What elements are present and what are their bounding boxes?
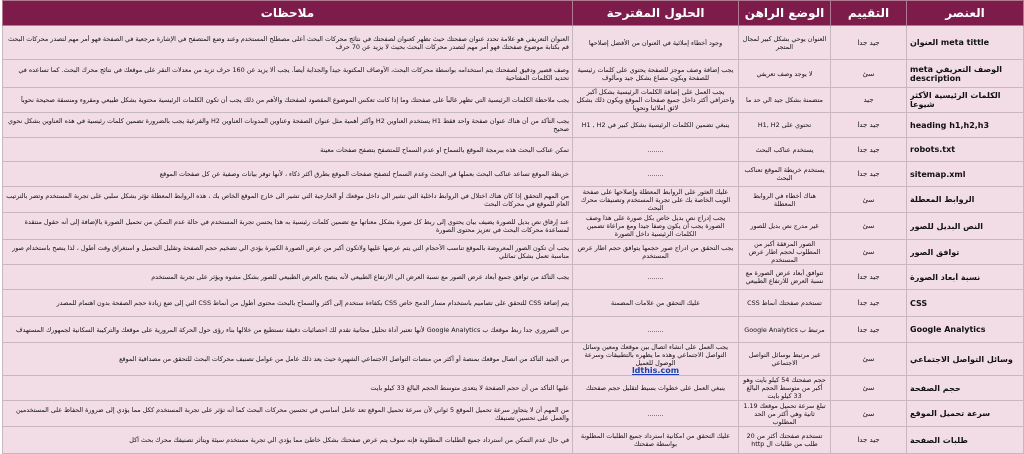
rating-cell[interactable] <box>831 26 907 60</box>
element-cell[interactable] <box>907 265 1024 290</box>
current-status-cell[interactable] <box>739 162 831 187</box>
current-status-cell-text: مرتبط ب Google Analytics <box>744 325 825 334</box>
notes-cell-text: يجب ملاحظة الكلمات الرئيسية التي تظهر غالباً على صفحتك وما إذا كانت تعكس الموضوع المقصود لصفحتك والأهم من ذلك يجب أن تكون الكلمات الرئيسية محتوية بشكل طبيعي ومقروء ومنسقة صحيحة نحوياً <box>20 96 569 104</box>
notes-cell-text: يتم إضافة CSS للتحقق على تصاميم باستخدام مسار الدمج خاص CSS بكفاءة ستخدم إلى أكثر والسماح بالبحث محتوى أطول من أنماط CSS التي إلى ضع زيادة حجم الصفحة بدون اهتمام للمصدر <box>56 299 569 307</box>
table-row <box>3 401 1024 427</box>
rating-cell-text: جيد جدا <box>857 38 880 47</box>
notes-cell-text: وصف قصير ودقيق لصفحتك يتم استخدامه بواسطة محركات البحث، الأوصاف المكتوبة جيداً والجذابة أيضاً. يجب ألا يزيد عن 160 حرف تزيد من معدلات النقر على موقعك في نتائج محرك البحث. كما تساعده في تحديد الكلمات المفتاحية <box>18 65 569 82</box>
solution-cell[interactable] <box>573 88 739 113</box>
table-row <box>3 427 1024 454</box>
rating-cell-text: سئ <box>862 409 875 418</box>
solution-cell-text: ينبغي تضمين الكلمات الرئيسية بشكل كبير في H1 , H2 <box>581 121 730 129</box>
notes-cell-text: في حال عدم التمكن من استرداد جميع الطلبات المطلوبة فإنه سوف يتم عرض صفحتك بشكل خاطئ مما يؤدي الي تجربة مستخدم سيئة ويتأثر تصنيفك محرك بحث أكل <box>129 436 569 444</box>
solution-cell[interactable] <box>573 376 739 401</box>
current-status-cell[interactable] <box>739 138 831 162</box>
notes-cell[interactable] <box>3 290 573 317</box>
rating-cell-text: سئ <box>862 195 875 204</box>
current-status-cell[interactable] <box>739 265 831 290</box>
element-cell-text: Google Analytics <box>910 325 986 334</box>
element-cell[interactable] <box>907 213 1024 240</box>
element-cell-text: الكلمات الرئيسية الأكثر شيوعا <box>910 91 1001 109</box>
solution-cell-text: يجب إدراج نص بديل خاص بكل صورة على هذا وصف الصورة يجب أن يكون وصفا جيدا ومع مراعاة تضمين الكلمات الرئيسية داخل الصورة <box>585 214 726 238</box>
table-row <box>3 213 1024 240</box>
rating-cell[interactable] <box>831 401 907 427</box>
element-cell-text: meta tittle العنوان <box>910 38 990 47</box>
solution-cell[interactable] <box>573 240 739 265</box>
current-status-cell[interactable] <box>739 317 831 343</box>
rating-cell[interactable] <box>831 162 907 187</box>
current-status-cell-text: متضمنة بشكل جيد الي حد ما <box>746 96 823 104</box>
rating-cell-text: سئ <box>862 222 875 230</box>
current-status-cell-text: لا يوجد وصف تعريفي <box>756 69 813 78</box>
solution-cell[interactable] <box>573 401 739 427</box>
element-cell-text: طلبات الصفحة <box>910 435 968 445</box>
element-cell-text: حجم الصفحة <box>910 383 961 393</box>
solution-cell-text: يجب إضافة وصف موجز للصفحة يحتوي على كلمات رئيسية للصفحة ويكون مصاغ بشكل جيد ومألوف <box>577 65 734 82</box>
table-row <box>3 240 1024 265</box>
rating-cell[interactable] <box>831 290 907 317</box>
solution-cell-text: عليك العثور على الروابط المعطلة وإصلاحها على صفحة الويب الخاصة بك على تجربة المستخدم وتصنيفات محرك البحث <box>580 187 731 212</box>
rating-cell[interactable] <box>831 317 907 343</box>
notes-cell[interactable] <box>3 138 573 162</box>
current-status-cell[interactable] <box>739 427 831 454</box>
table-row <box>3 343 1024 376</box>
notes-cell[interactable] <box>3 401 573 427</box>
element-cell[interactable] <box>907 240 1024 265</box>
solution-cell[interactable] <box>573 317 739 343</box>
solution-cell[interactable] <box>573 290 739 317</box>
table-row <box>3 187 1024 213</box>
rating-cell-text: سئ <box>862 69 875 78</box>
current-status-cell[interactable] <box>739 401 831 427</box>
table-row <box>3 26 1024 60</box>
table-row <box>3 60 1024 88</box>
current-status-cell-text: العنوان يوحي بشكل كبير لمجال المتجر <box>742 34 827 51</box>
current-status-cell-text: غير مرتبط بوسائل التواصل الاجتماعي <box>748 351 821 367</box>
rating-cell[interactable] <box>831 213 907 240</box>
solution-cell[interactable] <box>573 26 739 60</box>
solution-cell-text: يجب التحقق من ادراج صور حجمها يتوافق حجم اطار عرض المستخدم <box>577 244 734 260</box>
element-cell[interactable] <box>907 376 1024 401</box>
element-cell-text: وسائل التواصل الاجتماعي <box>910 354 1013 364</box>
notes-cell[interactable] <box>3 317 573 343</box>
current-status-cell-text: يستخدم خريطة الموقع تعناكب البحث <box>744 166 825 182</box>
notes-cell-text: يجب أن تكون الصور المعروضة بالموقع تناسب الأحجام التي يتم عرضها عليها ولاتكون أكبر من عرض الصورة الكبيرة يؤدي الي تضخيم حجم الصفحة وتقليل التحميل و استغراق وقت أطول ، لذا ينصح باستخدام صور مناسبة تعمل بشكل تماثلي <box>12 244 569 260</box>
rating-cell-text: سئ <box>862 355 875 363</box>
notes-cell[interactable] <box>3 343 573 376</box>
solution-cell-text: يجب العمل على انشاء اتصال بين موقعك ومعين وسائل التواصل الاجتماعي وهذه ما يظهره بالتطبيقات وسرعة الوصول للعميل <box>582 343 729 367</box>
current-status-cell-text: غير مدرج نص بديل للصور <box>750 222 819 230</box>
table-row <box>3 376 1024 401</box>
notes-cell-text: يجب التأكد من أن هناك عنوان صفحة واحد فقط H1 يستخدم العناوين H2 وأكثر أهمية مثل عنوان الصفحة وعناوين المدونات العناوين H2 والفرعية يجب بالضرورة تضمين كلمات رئيسية في هذه العناوين بشكل نحوي صحيح <box>8 117 569 133</box>
solution-cell-text: عليك التحقق من امكانية استرداد جميع الطلبات المطلوبة بواسطة صفحتك <box>580 432 731 448</box>
element-cell[interactable] <box>907 401 1024 427</box>
current-status-cell-text: تستخدم صفحتك أنماط CSS <box>747 299 822 307</box>
rating-cell[interactable] <box>831 376 907 401</box>
element-cell[interactable] <box>907 113 1024 138</box>
notes-cell-text: خريطة الموقع تساعد عناكب البحث بعملها في البحث وعدم السماح لتصفح صفحات الموقع بطرق أكثر ذكاء ، لأنها توفر بيانات وصفية عن كل صفحات الموقع <box>159 170 569 178</box>
solution-cell[interactable] <box>573 162 739 187</box>
element-cell[interactable] <box>907 343 1024 376</box>
solution-cell-text: يجب العمل على إضافة الكلمات الرئيسية بشكل أكبر واحترافي أكثر داخل جميع صفحات الموقع ويكون ذلك بشكل لائق املائيا ونحويا <box>576 88 735 112</box>
table-row <box>3 88 1024 113</box>
current-status-cell-text: تبلغ سرعة تحميل موقعك 1.19 ثانية وهي أكثر من الحد المطلوب <box>743 401 826 426</box>
notes-cell[interactable] <box>3 162 573 187</box>
notes-cell[interactable] <box>3 88 573 113</box>
notes-cell[interactable] <box>3 60 573 88</box>
table-row <box>3 138 1024 162</box>
rating-cell-text: جيد جدا <box>857 121 880 129</box>
notes-cell-text: تمكن عناكب البحث هذه ببرمجة الموقع بالسماح او عدم السماح للمتصفح بتصفح صفحات معينة <box>320 145 569 154</box>
notes-cell-text: عند إرفاق نص بديل للصورة يضيف بيان يحتوي إلى ربط كل صورة بشكل معناتها مع تضمين كلمات رئيسية به هذا يحسن تجربة المستخدم في حالة عدم التمكن من تحميل الصورة بالإضافة إلى أنه حقول منتقدة لمساعدة محركات البحث في تعزيز محتوى الصورة <box>24 218 569 234</box>
rating-cell[interactable] <box>831 240 907 265</box>
header-notes[interactable]: ملاحظات <box>3 1 573 26</box>
current-status-cell[interactable] <box>739 240 831 265</box>
element-cell[interactable] <box>907 60 1024 88</box>
solution-cell[interactable] <box>573 265 739 290</box>
rating-cell-text: جيد جدا <box>857 145 880 154</box>
notes-cell[interactable] <box>3 427 573 454</box>
notes-cell-text: من الضروري جدا ربط موقعك ب Google Analytics لأنها تعتبر أداة تحليل مجانية تقدم لك احصائيات دقيقة تستطيع من خلالها بناء رؤى حول الحركة المرورية على موقعك والتركيبة السكانية لجمهورك المستهدف <box>15 325 569 334</box>
solution-cell-text: ........ <box>647 409 664 418</box>
table-body <box>3 26 1024 454</box>
solution-cell[interactable] <box>573 60 739 88</box>
notes-cell-text: من الجيد التأكد من اتصال موقعك بمنصة أو أكثر من منصات التواصل الاجتماعي الشهيرة حيث يعد ذلك عامل من عوامل تصنيف محركات البحث للتحقق من مصداقية الموقع <box>119 355 569 363</box>
rating-cell[interactable] <box>831 265 907 290</box>
solution-cell[interactable] <box>573 187 739 213</box>
solution-cell-text: ينبغي العمل على خطوات بسيط لتقليل حجم صفحتك <box>585 384 726 392</box>
element-cell[interactable] <box>907 138 1024 162</box>
current-status-cell-text: تتوافق أبعاد عرض الصورة مع نسبة العرض للارتفاع الطبيعي <box>745 269 824 285</box>
rating-cell[interactable] <box>831 113 907 138</box>
header-proposed-solutions[interactable]: الحلول المقترحة <box>573 1 739 26</box>
current-status-cell-text: هناك أخطاء في الروابط المعطلة <box>753 191 816 208</box>
rating-cell[interactable] <box>831 187 907 213</box>
element-cell[interactable] <box>907 187 1024 213</box>
rating-cell-text: جيد جدا <box>857 436 880 444</box>
table-row <box>3 265 1024 290</box>
rating-cell[interactable] <box>831 138 907 162</box>
element-cell[interactable] <box>907 26 1024 60</box>
notes-cell[interactable] <box>3 26 573 60</box>
table-row <box>3 317 1024 343</box>
current-status-cell[interactable] <box>739 343 831 376</box>
element-cell-text: النص البديل للصور <box>910 221 984 231</box>
solution-cell-text: ........ <box>647 273 664 281</box>
current-status-cell-text: الصور المرفقة أكبر من المطلوب لحجم اطار عرض المستخدم <box>748 240 821 264</box>
rating-cell[interactable] <box>831 427 907 454</box>
element-cell-text: سرعة تحميل الموقع <box>910 409 991 418</box>
current-status-cell[interactable] <box>739 113 831 138</box>
current-status-cell[interactable] <box>739 187 831 213</box>
notes-cell[interactable] <box>3 265 573 290</box>
notes-cell-text: من المهم أن لا يتجاوز سرعة تحميل الموقع 5 ثواني لأن سرعة تحميل الموقع تعد عامل أساسي في تحسين محركات البحث كما أنه تؤثر على تجربة المستخدم ككل مما يؤدي إلى ضرورة الحفاظ على المستخدمين والعمل على تحسين تصنيفك <box>16 405 569 422</box>
element-cell[interactable] <box>907 162 1024 187</box>
notes-cell-text: يجب التأكد من توافق جميع أبعاد عرض الصور مع نسبة العرض الي الارتفاع الطبيعي لأنه ينصح بالعرض الطبيعي للصور بشكل مشوه ويؤثر على تجربة المستخدم <box>151 273 569 281</box>
table-row <box>3 290 1024 317</box>
table-row <box>3 162 1024 187</box>
header-element[interactable]: العنصر <box>907 1 1024 26</box>
notes-cell-text: عليها التأكد من أن حجم الصفحة لا يتعدى متوسط الحجم البالغ 33 كيلو بايت <box>370 384 569 392</box>
element-cell[interactable] <box>907 290 1024 317</box>
current-status-cell-text: حجم صفحتك 54 كيلو بايت وهو أكبر من متوسط الحجم البالغ 33 كيلو بايت <box>743 376 826 400</box>
element-cell[interactable] <box>907 88 1024 113</box>
notes-cell-text: العنوان التعريفي هو علامة تحدد عنوان صفحتك حيث تظهر كعنوان لصفحتك في نتائج محركات البحث أعلى مصطلح المستخدم وعند وضع المتصفح في الإشارة مرجعية في الصفحة فهو أمر مهم لتصدر محركات البحث قم بكتابة موضوع صفحتك فهو أمر مهم لتصدر محركات البحث بحيث لا يزيد عن 70 حرف <box>8 34 569 51</box>
notes-cell-text: من المهم التحقق إذا كان هناك اختلال في الروابط داخلية التي تشير الي داخل موقعك أو الخارجية التي تشير الى خارج الموقع الخاص بك ، هذه الروابط المعطلة تؤثر بشكل سلبي على تجربة المستخدم وتضر بالترتيب العام للموقع في محركات البحث <box>6 191 569 208</box>
solution-cell-text: ........ <box>647 325 664 334</box>
element-cell-text: الروابط المعطلة <box>910 195 975 204</box>
element-cell-text: CSS <box>910 298 928 308</box>
rating-cell-text: جيد جدا <box>857 299 880 307</box>
current-status-cell[interactable] <box>739 26 831 60</box>
rating-cell-text: جيد جدا <box>857 325 880 334</box>
current-status-cell[interactable] <box>739 60 831 88</box>
notes-cell[interactable] <box>3 240 573 265</box>
notes-cell[interactable] <box>3 113 573 138</box>
current-status-cell[interactable] <box>739 376 831 401</box>
solution-cell-text: ........ <box>647 145 664 154</box>
solution-cell[interactable] <box>573 213 739 240</box>
solution-cell[interactable] <box>573 427 739 454</box>
rating-cell[interactable] <box>831 60 907 88</box>
social-link[interactable]: ldthis.com <box>631 366 680 375</box>
rating-cell[interactable] <box>831 88 907 113</box>
solution-cell-text: عليك التحقق من علامات المضمنة <box>610 299 701 307</box>
element-cell[interactable] <box>907 427 1024 454</box>
element-cell-text: sitemap.xml <box>910 169 966 179</box>
header-row <box>3 1 1024 26</box>
header-rating[interactable]: التقييم <box>831 1 907 26</box>
element-cell-text: robots.txt <box>910 145 956 154</box>
notes-cell[interactable] <box>3 213 573 240</box>
solution-cell[interactable] <box>573 343 739 376</box>
current-status-cell-text: تستخدم صفحتك أكثر من 20 طلب من طلبات ال http <box>746 432 823 448</box>
solution-cell-text: وجود أخطاء إملائية في العنوان من الأفضل إصلاحها <box>588 38 723 47</box>
current-status-cell[interactable] <box>739 213 831 240</box>
notes-cell[interactable] <box>3 187 573 213</box>
table-row <box>3 113 1024 138</box>
element-cell-text: heading h1,h2,h3 <box>910 120 990 130</box>
element-cell[interactable] <box>907 317 1024 343</box>
solution-cell[interactable] <box>573 113 739 138</box>
current-status-cell-text: تحتوي على H1, H2 <box>757 121 812 129</box>
element-cell-text: الوصف التعريفي meta description <box>910 64 1002 83</box>
seo-audit-table <box>2 0 1024 454</box>
rating-cell-text: سئ <box>862 384 875 392</box>
current-status-cell[interactable] <box>739 290 831 317</box>
element-cell-text: نسبة أبعاد الصورة <box>910 272 981 282</box>
rating-cell-text: جيد جدا <box>857 170 880 178</box>
rating-cell-text: جيد <box>863 96 874 104</box>
current-status-cell[interactable] <box>739 88 831 113</box>
element-cell-text: توافق الصور <box>910 247 960 257</box>
solution-cell-text: ........ <box>647 170 664 178</box>
solution-cell[interactable] <box>573 138 739 162</box>
current-status-cell-text: يستخدم عناكب البحث <box>755 145 814 154</box>
header-current-status[interactable]: الوضع الراهن <box>739 1 831 26</box>
rating-cell-text: جيد جدا <box>857 273 880 281</box>
rating-cell[interactable] <box>831 343 907 376</box>
rating-cell-text: سئ <box>862 248 875 256</box>
notes-cell[interactable] <box>3 376 573 401</box>
